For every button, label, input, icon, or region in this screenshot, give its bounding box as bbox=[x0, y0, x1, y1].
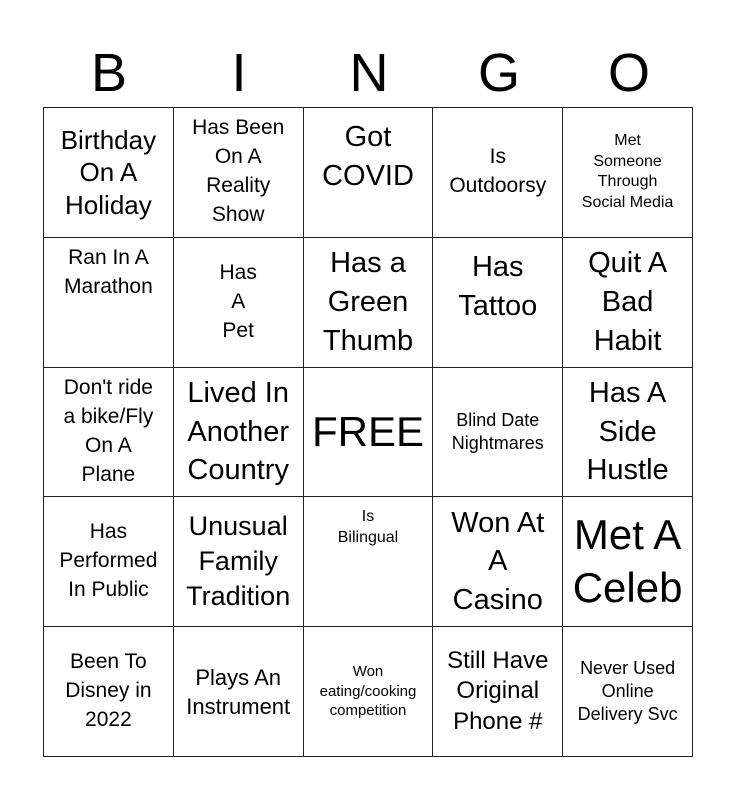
header-letter-n: N bbox=[349, 43, 389, 103]
bingo-cell-r3c3-free[interactable]: FREE bbox=[304, 368, 434, 498]
bingo-cell-r2c5[interactable]: Quit A Bad Habit bbox=[563, 238, 693, 368]
bingo-cell-r4c4[interactable]: Won At A Casino bbox=[433, 497, 563, 627]
header-letter-o: O bbox=[607, 43, 650, 103]
bingo-cell-r1c1[interactable]: Birthday On A Holiday bbox=[44, 108, 174, 238]
header-letter-g: G bbox=[477, 43, 520, 103]
bingo-board bbox=[43, 107, 693, 757]
bingo-cell-r4c5[interactable]: Met A Celeb bbox=[563, 497, 693, 627]
bingo-cell-r2c1[interactable]: Ran In A Marathon bbox=[44, 238, 174, 368]
bingo-cell-r5c4[interactable]: Still Have Original Phone # bbox=[433, 627, 563, 757]
bingo-cell-r4c1[interactable]: Has Performed In Public bbox=[44, 497, 174, 627]
bingo-cell-r3c4[interactable]: Blind Date Nightmares bbox=[433, 368, 563, 498]
bingo-cell-r3c5[interactable]: Has A Side Hustle bbox=[563, 368, 693, 498]
bingo-cell-r5c2[interactable]: Plays An Instrument bbox=[174, 627, 304, 757]
bingo-cell-r1c3[interactable]: Got COVID bbox=[304, 108, 434, 238]
bingo-cell-r4c2[interactable]: Unusual Family Tradition bbox=[174, 497, 304, 627]
bingo-cell-r4c3[interactable]: Is Bilingual bbox=[304, 497, 434, 627]
bingo-cell-r5c5[interactable]: Never Used Online Delivery Svc bbox=[563, 627, 693, 757]
header-letter-b: B bbox=[90, 43, 128, 103]
bingo-cell-r1c5[interactable]: Met Someone Through Social Media bbox=[563, 108, 693, 238]
bingo-cell-r2c2[interactable]: Has A Pet bbox=[174, 238, 304, 368]
bingo-cell-r3c1[interactable]: Don't ride a bike/Fly On A Plane bbox=[44, 368, 174, 498]
bingo-cell-r1c2[interactable]: Has Been On A Reality Show bbox=[174, 108, 304, 238]
bingo-cell-r5c1[interactable]: Been To Disney in 2022 bbox=[44, 627, 174, 757]
header-letter-i: I bbox=[231, 43, 247, 103]
bingo-cell-r3c2[interactable]: Lived In Another Country bbox=[174, 368, 304, 498]
bingo-cell-r5c3[interactable]: Won eating/cooking competition bbox=[304, 627, 434, 757]
bingo-cell-r1c4[interactable]: Is Outdoorsy bbox=[433, 108, 563, 238]
bingo-header bbox=[44, 40, 694, 106]
bingo-cell-r2c4[interactable]: Has Tattoo bbox=[433, 238, 563, 368]
bingo-cell-r2c3[interactable]: Has a Green Thumb bbox=[304, 238, 434, 368]
